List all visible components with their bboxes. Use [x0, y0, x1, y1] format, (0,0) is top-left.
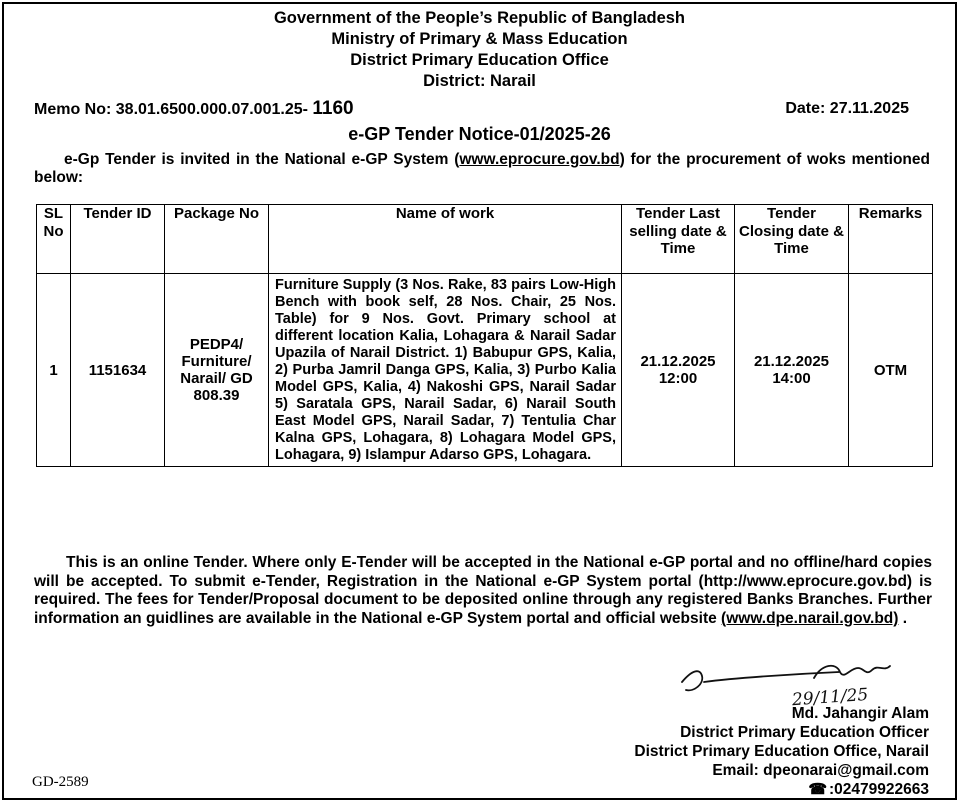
- header-district: District: Narail: [423, 72, 536, 90]
- telephone-icon: ☎: [808, 781, 827, 798]
- memo-number: [34, 98, 354, 120]
- header-remarks: Remarks: [849, 205, 933, 274]
- notice-page: [2, 2, 957, 800]
- notice-date: Date: 27.11.2025: [785, 100, 909, 117]
- memo-label: Memo No: 38.01.6500.000.07.001.25-: [34, 101, 308, 118]
- cell-package-no: PEDP4/ Furniture/ Narail/ GD 808.39: [165, 274, 269, 467]
- footer-text: This is an online Tender. Where only E-Tender will be accepted in the National e-GP portal and no offline/hard copies will be accepted. To submit e-Tender, Registration in the National e-GP System portal (http://www.eprocure.gov.bd) is required. The fees for Tender/Proposal document to be deposited online through any registered Banks Branches. Further information an guidlines are available in the National e-GP System portal and official website: [34, 554, 932, 627]
- signatory-block: [634, 704, 929, 799]
- cell-last-selling: [622, 274, 735, 467]
- header-sl-no: SL No: [37, 205, 71, 274]
- gd-number: GD-2589: [32, 774, 89, 790]
- signatory-name: Md. Jahangir Alam: [791, 705, 929, 722]
- signatory-designation: District Primary Education Officer: [680, 724, 929, 741]
- signatory-phone: [634, 780, 929, 799]
- cell-closing: [735, 274, 849, 467]
- header-package-no: Package No: [165, 205, 269, 274]
- table-header-row: [37, 205, 933, 274]
- cell-remarks: OTM: [849, 274, 933, 467]
- handwritten-date: 29/11/25: [791, 684, 869, 711]
- footer-text-end: .: [898, 609, 908, 627]
- signatory-email: Email: dpeonarai@gmail.com: [712, 762, 929, 779]
- header-tender-id: Tender ID: [71, 205, 165, 274]
- header-closing: Tender Closing date & Time: [735, 205, 849, 274]
- eprocure-link[interactable]: www.eprocure.gov.bd: [459, 151, 620, 168]
- dpe-website-link[interactable]: (www.dpe.narail.gov.bd): [721, 609, 899, 627]
- table-row: [37, 274, 933, 467]
- notice-title: e-GP Tender Notice-01/2025-26: [348, 124, 611, 144]
- header-government: Government of the People’s Republic of Bangladesh: [273, 9, 686, 27]
- header-last-selling: Tender Last selling date & Time: [622, 205, 735, 274]
- signatory-office: District Primary Education Office, Narail: [634, 743, 929, 760]
- header-office: District Primary Education Office: [350, 51, 609, 69]
- intro-paragraph: [34, 151, 930, 187]
- header-ministry: Ministry of Primary & Mass Education: [331, 30, 628, 48]
- letterhead: [4, 8, 955, 92]
- closing-time: 14:00: [772, 370, 811, 387]
- cell-tender-id: 1151634: [71, 274, 165, 467]
- phone-number: :02479922663: [829, 781, 929, 798]
- footer-paragraph: [34, 554, 932, 628]
- handwritten-signature: [664, 652, 954, 712]
- closing-date: 21.12.2025: [753, 353, 830, 370]
- intro-text-before: e-Gp Tender is invited in the National e-GP System (: [64, 151, 460, 168]
- last-selling-date: 21.12.2025: [640, 353, 716, 370]
- header-name-of-work: Name of work: [269, 205, 622, 274]
- memo-serial: 1160: [312, 98, 354, 119]
- cell-sl-no: 1: [37, 274, 71, 467]
- intro-text-after: ) for the procurement of woks mentioned below:: [34, 151, 930, 186]
- cell-name-of-work: Furniture Supply (3 Nos. Rake, 83 pairs Low-High Bench with book self, 28 Nos. Chair, 25 Nos. Table) for 9 Nos. Govt. Primary school at different location Kalia, Lohagara & Narail Sadar Upazila of Narail District. 1) Babupur GPS, Kalia, 2) Purba Jamril Danga GPS, Kalia, 3) Purbo Kalia Model GPS, Kalia, 4) Nakoshi GPS, Narail Sadar 5) Saratala GPS, Narail Sadar, 6) Narail South East Model GPS, Narail Sadar, 7) Tentulia Char Kalna GPS, Lohagara, 8) Lohagara Model GPS, Lohagara, 9) Islampur Adarso GPS, Lohagara.: [269, 274, 622, 467]
- last-selling-time: 12:00: [658, 370, 698, 387]
- tender-table: [36, 204, 933, 467]
